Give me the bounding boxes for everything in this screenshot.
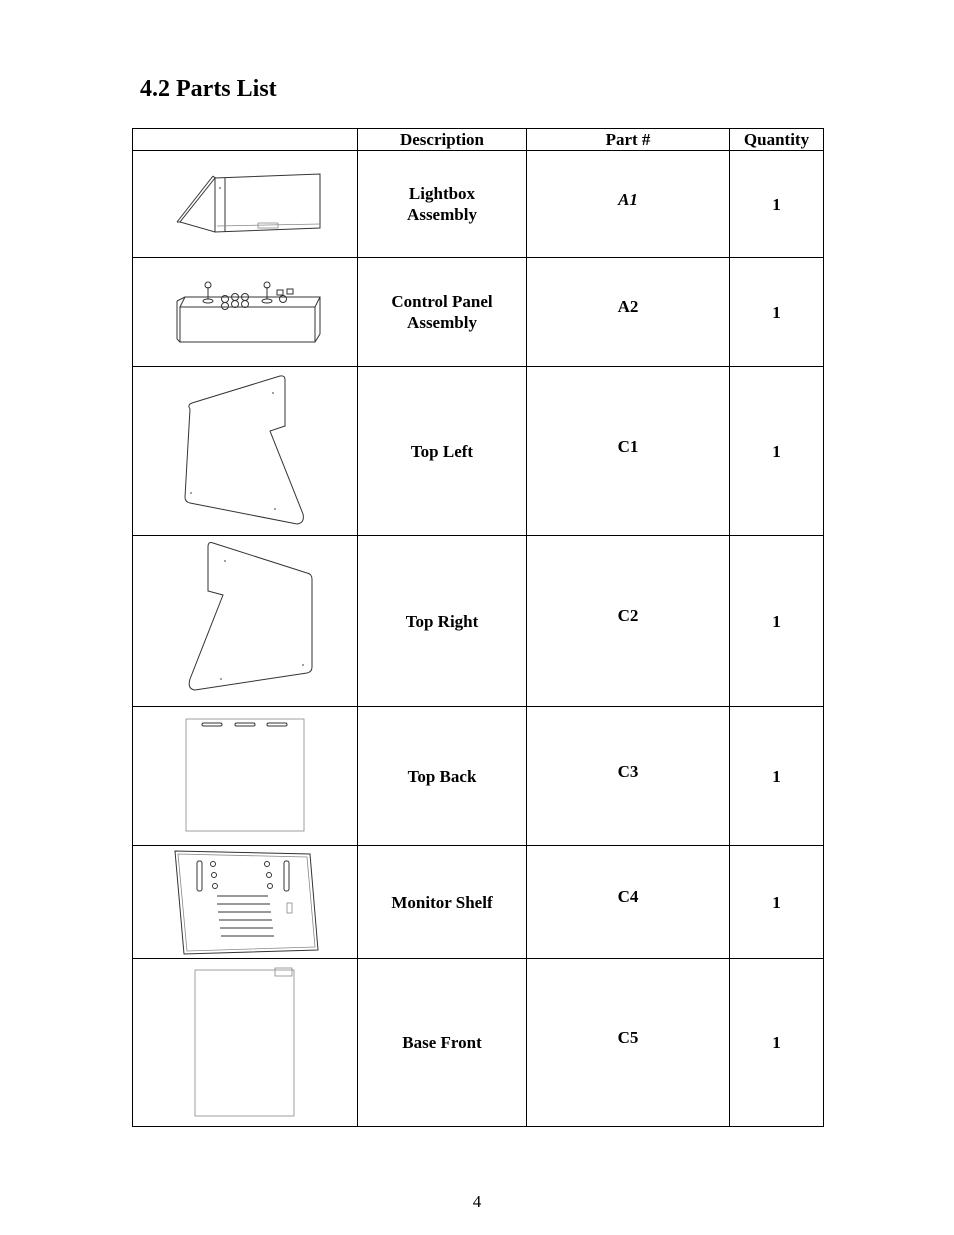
table-row (133, 536, 824, 707)
part-number-cell (527, 959, 730, 1127)
description-line-2: Assembly (407, 205, 477, 224)
table-row (133, 846, 824, 959)
description-cell (358, 536, 527, 707)
description-line-2: Assembly (407, 313, 477, 332)
part-image-cell (133, 151, 358, 258)
part-number: C5 (617, 1028, 639, 1047)
header-description: Description (358, 129, 527, 151)
quantity-cell: 1 (730, 959, 824, 1127)
table-row (133, 367, 824, 536)
header-part-number: Part # (527, 129, 730, 151)
quantity-cell: 1 (730, 846, 824, 959)
part-number: C1 (617, 437, 639, 456)
part-number-cell (527, 536, 730, 707)
part-number-cell (527, 367, 730, 536)
page-number: 4 (472, 1192, 482, 1211)
table-header-row (133, 129, 824, 151)
description-line-1: Top Left (410, 441, 474, 461)
parts-table (132, 128, 824, 1127)
part-number: C4 (617, 887, 639, 906)
quantity-cell: 1 (730, 367, 824, 536)
part-image-cell (133, 959, 358, 1127)
part-number-cell (527, 258, 730, 367)
part-number: A1 (618, 190, 638, 209)
description-line-1: Top Right (405, 611, 479, 631)
control-panel-assembly-drawing (165, 277, 325, 347)
part-number: C2 (617, 606, 639, 625)
table-row (133, 959, 824, 1127)
description-cell (358, 151, 527, 258)
header-image (133, 129, 358, 151)
part-number-cell (527, 151, 730, 258)
description-line-1: Base Front (402, 1033, 482, 1052)
part-image-cell (133, 707, 358, 846)
part-image-cell (133, 367, 358, 536)
top-back-panel-drawing (184, 717, 306, 835)
quantity-cell: 1 (730, 258, 824, 367)
part-number-cell (527, 846, 730, 959)
quantity-cell: 1 (730, 536, 824, 707)
lightbox-assembly-drawing (165, 168, 325, 240)
part-image-cell (133, 846, 358, 959)
part-image-cell (133, 536, 358, 707)
header-quantity: Quantity (730, 129, 824, 151)
base-front-panel-drawing (193, 966, 297, 1120)
part-number: A2 (617, 297, 639, 316)
monitor-shelf-drawing (170, 848, 320, 956)
description-line-1: Lightbox (408, 184, 476, 203)
top-right-panel-drawing (175, 539, 315, 703)
table-row (133, 258, 824, 367)
description-cell (358, 707, 527, 846)
description-line-1: Monitor Shelf (391, 892, 493, 912)
description-cell (358, 846, 527, 959)
description-cell (358, 959, 527, 1127)
description-line-1: Top Back (407, 766, 477, 786)
part-number: C3 (617, 762, 639, 781)
description-line-1: Control Panel (391, 292, 493, 311)
top-left-panel-drawing (175, 371, 315, 531)
description-cell (358, 367, 527, 536)
table-row (133, 151, 824, 258)
part-image-cell (133, 258, 358, 367)
table-row (133, 707, 824, 846)
description-cell (358, 258, 527, 367)
part-number-cell (527, 707, 730, 846)
page-title: 4.2 Parts List (140, 76, 277, 102)
quantity-cell: 1 (730, 151, 824, 258)
quantity-cell: 1 (730, 707, 824, 846)
